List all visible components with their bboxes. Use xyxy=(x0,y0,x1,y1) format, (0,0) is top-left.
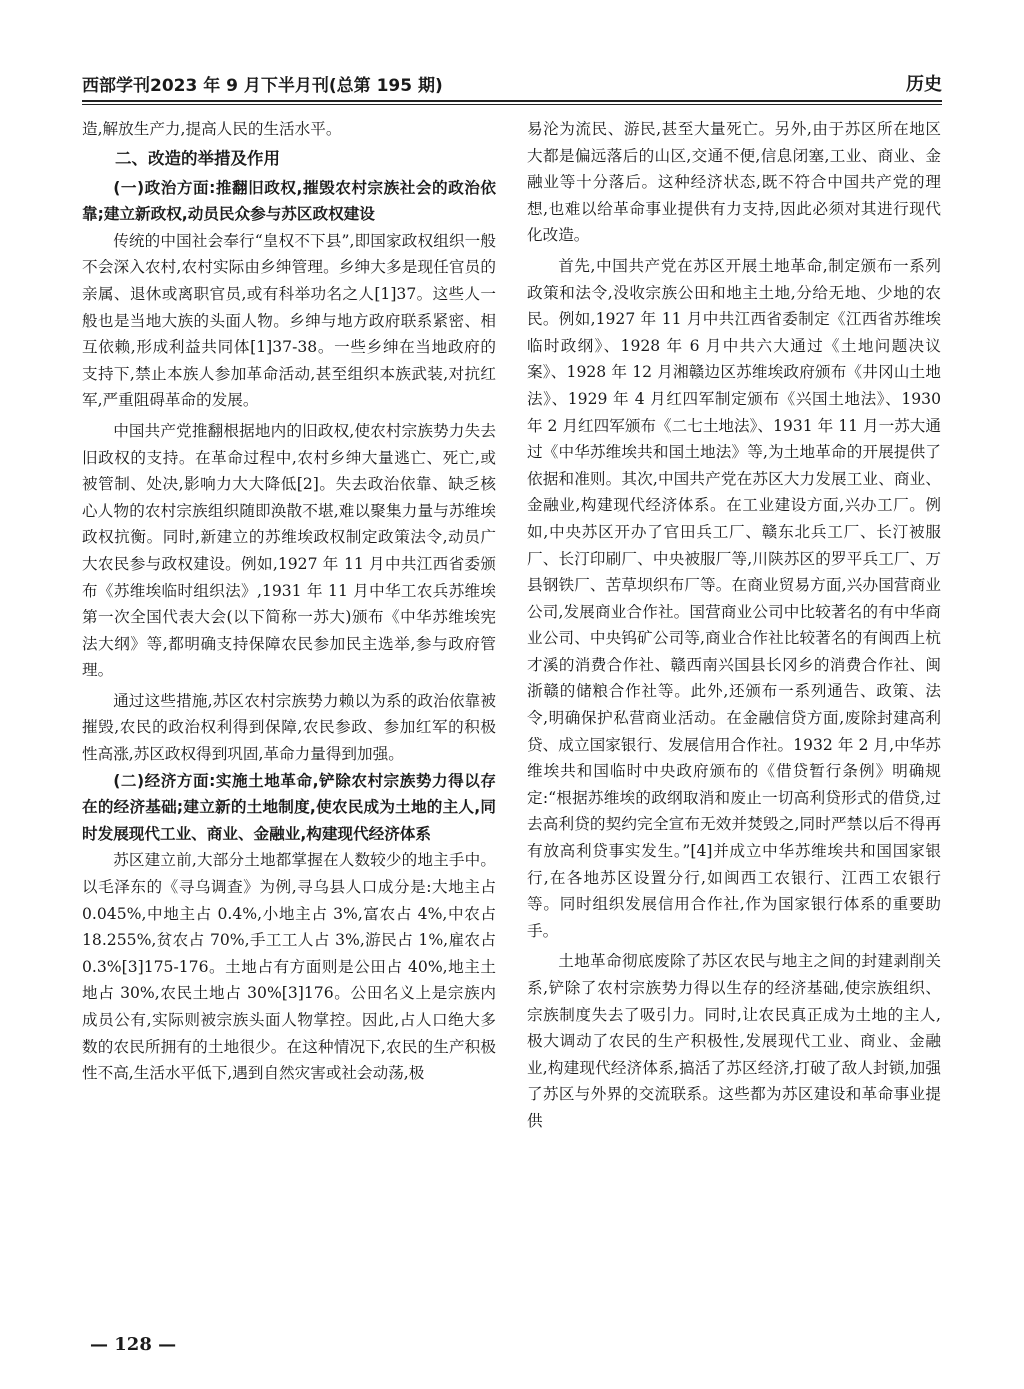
paragraph: 造,解放生产力,提高人民的生活水平。 xyxy=(82,120,342,138)
paragraph: 易沦为流民、游民,甚至大量死亡。另外,由于苏区所在地区大都是偏远落后的山区,交通不便,信息闭塞,工业、商业、金融业等十分落后。这种经济状态,既不符合中国共产党的理想,也难以给革命事业提供有力支持,因此必须对其进行现代化改造。 xyxy=(527,120,941,245)
paragraph: 中国共产党推翻根据地内的旧政权,使农村宗族势力失去旧政权的支持。在革命过程中,农村乡绅大量逃亡、死亡,或被管制、处决,影响力大大降低[2]。失去政治依靠、缺乏核心人物的农村宗族组织随即涣散不堪,难以聚集力量与苏维埃政权抗衡。同时,新建立的苏维埃政权制定政策法令,动员广大农民参与政权建设。例如,1927 年 11 月中共江西省委颁布《苏维埃临时组织法》,1931 年 11 月中华工农兵苏维埃第一次全国代表大会(以下简称一苏大)颁布《中华苏维埃宪法大纲》等,都明确支持保障农民参加民主选举,参与政府管理。 xyxy=(82,421,496,680)
header-rule xyxy=(82,100,942,102)
paragraph: 通过这些措施,苏区农村宗族势力赖以为系的政治依靠被摧毁,农民的政治权利得到保障,农民参政、参加红军的积极性高涨,苏区政权得到巩固,革命力量得到加强。 xyxy=(82,691,496,764)
paragraph: 首先,中国共产党在苏区开展土地革命,制定颁布一系列政策和法令,没收宗族公田和地主土地,分给无地、少地的农民。例如,1927 年 11 月中共江西省委制定《江西省苏维埃临时政纲》、1928 年 6 月中共六大通过《土地问题决议案》、1928 年 12 月湘赣边区苏维埃政府颁布《井冈山土地法》、1929 年 4 月红四军制定颁布《兴国土地法》、1930 年 2 月红四军颁布《二七土地法》、1931 年 11 月一苏大通过《中华苏维埃共和国土地法》等,为土地革命的开展提供了依据和准则。其次,中国共产党在苏区大力发展工业、商业、金融业,构建现代经济体系。在工业建设方面,兴办工厂。例如,中央苏区开办了官田兵工厂、赣东北兵工厂、长汀被服厂、长汀印刷厂、中央被服厂等,川陕苏区的罗平兵工厂、万县钢铁厂、苦草坝织布厂等。在商业贸易方面,兴办国营商业公司,发展商业合作社。国营商业公司中比较著名的有中华商业公司、中央钨矿公司等,商业合作社比较著名的有闽西上杭才溪的消费合作社、赣西南兴国县长冈乡的消费合作社、闽浙赣的储粮合作社等。此外,还颁布一系列通告、政策、法令,明确保护私营商业活动。在金融信贷方面,废除封建高利贷、成立国家银行、发展信用合作社。1932 年 2 月,中华苏维埃共和国临时中央政府颁布的《借贷暂行条例》明确规定:“根据苏维埃的政纲取消和废止一切高利贷形式的借贷,过去高利贷的契约完全宣布无效并焚毁之,同时严禁以后不得再有放高利贷事实发生。”[4]并成立中华苏维埃共和国国家银行,在各地苏区设置分行,如闽西工农银行、江西工农银行等。同时组织发展信用合作社,作为国家银行体系的重要助手。 xyxy=(527,256,941,940)
page-number: — 128 — xyxy=(90,1334,177,1355)
journal-info: 西部学刊2023 年 9 月下半月刊(总第 195 期) xyxy=(82,75,443,96)
section-label: 历史 xyxy=(906,74,942,95)
paragraph: 苏区建立前,大部分土地都掌握在人数较少的地主手中。以毛泽东的《寻乌调查》为例,寻乌县人口成分是:大地主占 0.045%,中地主占 0.4%,小地主占 3%,富农占 4%,中农占 18.255%,贫农占 70%,手工工人占 3%,游民占 1%,雇农占 0.3%[3]175-176。土地占有方面则是公田占 40%,地主土地占 30%,农民土地占 30%[3]176。公田名义上是宗族内成员公有,实际则被宗族头面人物掌控。因此,占人口绝大多数的农民所拥有的土地很少。在这种情况下,农民的生产积极性不高,生活水平低下,遇到自然灾害或社会动荡,极 xyxy=(82,851,496,1083)
section-heading: (二)经济方面:实施土地革命,铲除农村宗族势力得以存在的经济基础;建立新的土地制度,使农民成为土地的主人,同时发展现代工业、商业、金融业,构建现代经济体系 xyxy=(82,771,496,843)
paragraph: 传统的中国社会奉行“皇权不下县”,即国家政权组织一般不会深入农村,农村实际由乡绅管理。乡绅大多是现任官员的亲属、退休或离职官员,或有科举功名之人[1]37。这些人一般也是当地大族的头面人物。乡绅与地方政府联系紧密、相互依赖,形成利益共同体[1]37-38。一些乡绅在当地政府的支持下,禁止本族人参加革命活动,甚至组织本族武装,对抗红军,严重阻碍革命的发展。 xyxy=(82,231,496,410)
section-heading: (一)政治方面:推翻旧政权,摧毁农村宗族社会的政治依靠;建立新政权,动员民众参与苏区政权建设 xyxy=(82,178,496,224)
right-column xyxy=(527,116,941,1135)
left-column xyxy=(82,116,496,1087)
header-rule-thin xyxy=(82,104,942,105)
section-heading: 二、改造的举措及作用 xyxy=(115,148,280,168)
paragraph: 土地革命彻底废除了苏区农民与地主之间的封建剥削关系,铲除了农村宗族势力得以生存的经济基础,使宗族组织、宗族制度失去了吸引力。同时,让农民真正成为土地的主人,极大调动了农民的生产积极性,发展现代工业、商业、金融业,构建现代经济体系,搞活了苏区经济,打破了敌人封锁,加强了苏区与外界的交流联系。这些都为苏区建设和革命事业提供 xyxy=(527,952,941,1130)
running-header xyxy=(82,68,942,98)
